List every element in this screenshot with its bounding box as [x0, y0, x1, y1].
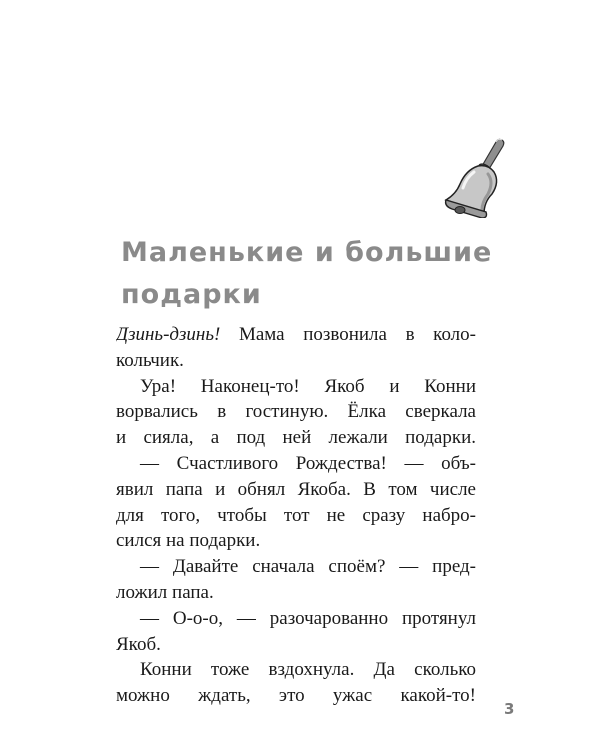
text-line: и сияла, а под ней лежали подарки.	[116, 427, 476, 449]
text-line: Ура! Наконец-то! Якоб и Конни	[140, 375, 476, 397]
text-line: — Давайте сначала споём? — пред-	[140, 556, 476, 578]
text-line: Конни тоже вздохнула. Да сколько	[140, 659, 476, 681]
text-line: — Счастливого Рождества! — объ-	[140, 452, 476, 474]
page-number: 3	[504, 700, 515, 718]
text-span: Мама позвонила в коло-	[220, 324, 476, 345]
text-italic: Дзинь-дзинь!	[116, 324, 221, 345]
text-line: — О-о-о, — разочарованно протянул	[140, 607, 476, 629]
chapter-title	[121, 232, 501, 316]
text-line: сился на подарки.	[116, 530, 261, 552]
text-line: для того, чтобы тот не сразу набро-	[116, 504, 476, 526]
text-line: кольчик.	[116, 349, 184, 371]
text-line	[116, 322, 476, 348]
chapter-title-line: Маленькие и большие	[121, 237, 493, 268]
bell-icon	[438, 136, 518, 218]
chapter-title-line: подарки	[121, 279, 262, 310]
body-text	[116, 322, 476, 709]
text-line: ложил папа.	[116, 581, 214, 603]
text-line: явил папа и обнял Якоба. В том числе	[116, 478, 476, 500]
text-line: можно ждать, это ужас какой-то!	[116, 685, 476, 707]
text-line: ворвались в гостиную. Ёлка сверкала	[116, 401, 476, 423]
text-line: Якоб.	[116, 633, 161, 655]
